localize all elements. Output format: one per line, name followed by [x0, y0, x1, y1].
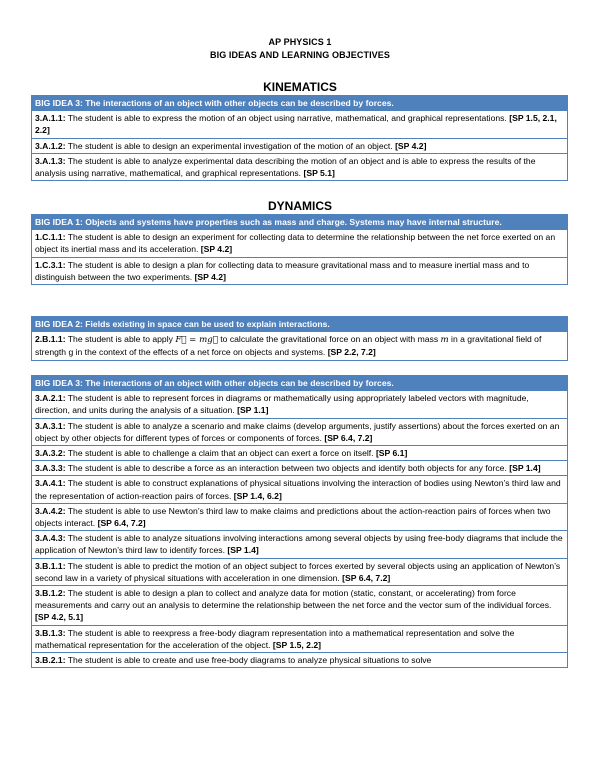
table-row: [32, 531, 568, 558]
table-row: [32, 476, 568, 503]
objective-code: 3.B.2.1:: [35, 655, 66, 666]
objective-cell: [32, 332, 568, 360]
table-row: [32, 138, 568, 153]
objective-code: 3.B.1.1:: [35, 560, 66, 571]
section-title-dynamics: DYNAMICS: [267, 199, 332, 213]
objective-text: The student is able to design an experimental investigation of the motion of an object.: [65, 140, 396, 151]
science-practice: [SP 1.4]: [227, 545, 259, 556]
objective-code: 3.A.3.3:: [35, 463, 66, 474]
objective-text: The student is able to design a plan for collecting data to measure gravitational mass and to measure inertial mass and to distinguish between the two experiments.: [35, 259, 530, 282]
objective-cell: [32, 391, 568, 418]
objective-code: 3.A.3.2:: [35, 448, 66, 459]
objective-text: The student is able to describe a force as an interaction between two objects and identify both objects for any force.: [65, 463, 510, 474]
objective-cell: [32, 418, 568, 445]
objective-cell: [32, 625, 568, 652]
objective-code: 3.A.4.3:: [35, 533, 66, 544]
objective-text: The student is able to use Newton’s third law to make claims and predictions about the action-reaction pairs of forces when two objects interact.: [35, 505, 551, 529]
objective-text: in a gravitational field of strength g in the context of the effects of a net force on objects and systems.: [35, 334, 542, 358]
science-practice: [SP 1.4]: [509, 463, 541, 474]
science-practice: [SP 6.4, 7.2]: [342, 572, 391, 583]
objective-cell: [32, 503, 568, 530]
science-practice: [SP 4.2]: [395, 140, 427, 151]
science-practice: [SP 1.5, 2.1, 2.2]: [35, 113, 557, 136]
objective-code: 3.A.4.2:: [35, 505, 66, 516]
objective-text: The student is able to predict the motion of an object subject to forces exerted by several objects using an application of Newton’s second law in a variety of physical situations with acceleration in one dimension.: [35, 560, 561, 583]
objective-text: The student is able to create and use free-body diagrams to analyze physical situations to solve: [65, 655, 432, 666]
big-idea-row: [32, 96, 568, 111]
objective-cell: [32, 531, 568, 558]
objective-cell: [32, 446, 568, 461]
table-row: [32, 391, 568, 418]
big-idea-heading: BIG IDEA 3: The interactions of an object with other objects can be described by forces.: [32, 376, 568, 391]
big-idea-row: [32, 215, 568, 230]
objective-code: 3.B.1.2:: [35, 588, 66, 599]
science-practice: [SP 4.2]: [194, 271, 226, 282]
table-row: [32, 653, 568, 668]
objective-text: The student is able to construct explanations of physical situations involving the interaction of bodies using Newton’s third law and the representation of action-reaction pairs of forces.: [35, 478, 561, 501]
objective-text: The student is able to analyze situations involving interactions among several objects by using free-body diagrams that include the application of Newton’s third law to identify forces.: [35, 533, 563, 556]
big-idea-heading: BIG IDEA 1: Objects and systems have properties such as mass and charge. Systems may have internal structure.: [32, 215, 568, 230]
objective-code: 1.C.3.1:: [35, 259, 66, 270]
objective-code: 3.A.4.1:: [35, 478, 66, 489]
objective-code: 3.A.2.1:: [35, 393, 66, 404]
doc-title: AP PHYSICS 1: [268, 37, 332, 47]
objective-code: 3.A.1.1:: [35, 113, 66, 124]
science-practice: [SP 4.2]: [200, 244, 233, 255]
objective-cell: [32, 476, 568, 503]
table-row: [32, 446, 568, 461]
table-row: [32, 332, 568, 360]
objective-cell: [32, 257, 568, 284]
table-row: [32, 257, 568, 284]
big-idea-row: [32, 317, 568, 332]
table-row: [32, 153, 568, 180]
table-row: [32, 230, 568, 257]
objective-cell: [32, 138, 568, 153]
dynamics-table-big-idea-2: [31, 316, 568, 361]
big-idea-row: [32, 376, 568, 391]
table-row: [32, 586, 568, 626]
objective-text: to calculate the gravitational force on an object with mass: [217, 334, 441, 345]
objective-text: The student is able to analyze experimental data describing the motion of an object and is able to express the results of the analysis using narrative, mathematical, and graphical representations.: [35, 155, 536, 179]
objective-cell: [32, 461, 568, 476]
science-practice: [SP 1.5, 2.2]: [272, 639, 321, 650]
dynamics-table-big-idea-3: [31, 375, 568, 668]
science-practice: [SP 1.1]: [237, 405, 269, 416]
objective-cell: [32, 111, 568, 138]
mass-variable: m: [440, 335, 449, 346]
science-practice: [SP 2.2, 7.2]: [327, 347, 376, 358]
objective-cell: [32, 586, 568, 626]
objective-text: The student is able to express the motion of an object using narrative, mathematical, and graphical representations.: [65, 113, 510, 124]
objective-code: 3.A.1.2:: [35, 140, 66, 151]
objective-text: The student is able to reexpress a free-body diagram representation into a mathematical representation and solve the mathematical representation for the acceleration of the object.: [35, 627, 515, 650]
objective-code: 3.B.1.3:: [35, 627, 66, 638]
table-row: [32, 503, 568, 530]
science-practice: [SP 1.4, 6.2]: [233, 490, 282, 501]
objective-text: The student is able to challenge a claim that an object can exert a force on itself.: [65, 448, 376, 459]
objective-cell: [32, 230, 568, 257]
objective-text: The student is able to apply: [65, 334, 176, 345]
objective-code: 3.A.1.3:: [35, 155, 66, 166]
objective-cell: [32, 153, 568, 180]
objective-text: The student is able to design a plan to collect and analyze data for motion (static, constant, or accelerating) from force measurements and carry out an analysis to determine the relationship between the net force and the vector sum of the individual forces.: [35, 588, 552, 611]
objective-text: The student is able to analyze a scenario and make claims (develop arguments, justify assertions) about the forces exerted on an object by other objects for different types of forces or components of forces.: [35, 420, 560, 443]
objective-cell: [32, 558, 568, 585]
dynamics-table-big-idea-1: [31, 214, 568, 285]
objective-cell: [32, 653, 568, 668]
objective-text: The student is able to design an experiment for collecting data to determine the relationship between the net force exerted on an object its inertial mass and its acceleration.: [35, 232, 556, 255]
objective-code: 3.A.3.1:: [35, 420, 66, 431]
science-practice: [SP 6.1]: [375, 448, 408, 459]
table-row: [32, 625, 568, 652]
kinematics-table: [31, 95, 568, 181]
table-row: [32, 418, 568, 445]
science-practice: [SP 4.2, 5.1]: [35, 612, 84, 623]
table-row: [32, 461, 568, 476]
science-practice: [SP 5.1]: [303, 168, 335, 179]
science-practice: [SP 6.4, 7.2]: [324, 432, 373, 443]
science-practice: [SP 6.4, 7.2]: [97, 518, 146, 529]
objective-text: The student is able to represent forces in diagrams or mathematically using appropriately labeled vectors with magnitude, direction, and units during the analysis of a situation.: [35, 393, 529, 416]
big-idea-heading: BIG IDEA 2: Fields existing in space can be used to explain interactions.: [32, 317, 568, 332]
big-idea-heading: BIG IDEA 3: The interactions of an object with other objects can be described by forces.: [32, 96, 568, 111]
section-title-kinematics: KINEMATICS: [263, 80, 337, 94]
table-row: [32, 111, 568, 138]
newton-gravity-equation: F⃗ = mg⃗: [175, 335, 218, 346]
doc-subtitle: BIG IDEAS AND LEARNING OBJECTIVES: [210, 50, 390, 60]
objective-code: 1.C.1.1:: [35, 232, 66, 243]
table-row: [32, 558, 568, 585]
objective-code: 2.B.1.1:: [35, 334, 66, 345]
